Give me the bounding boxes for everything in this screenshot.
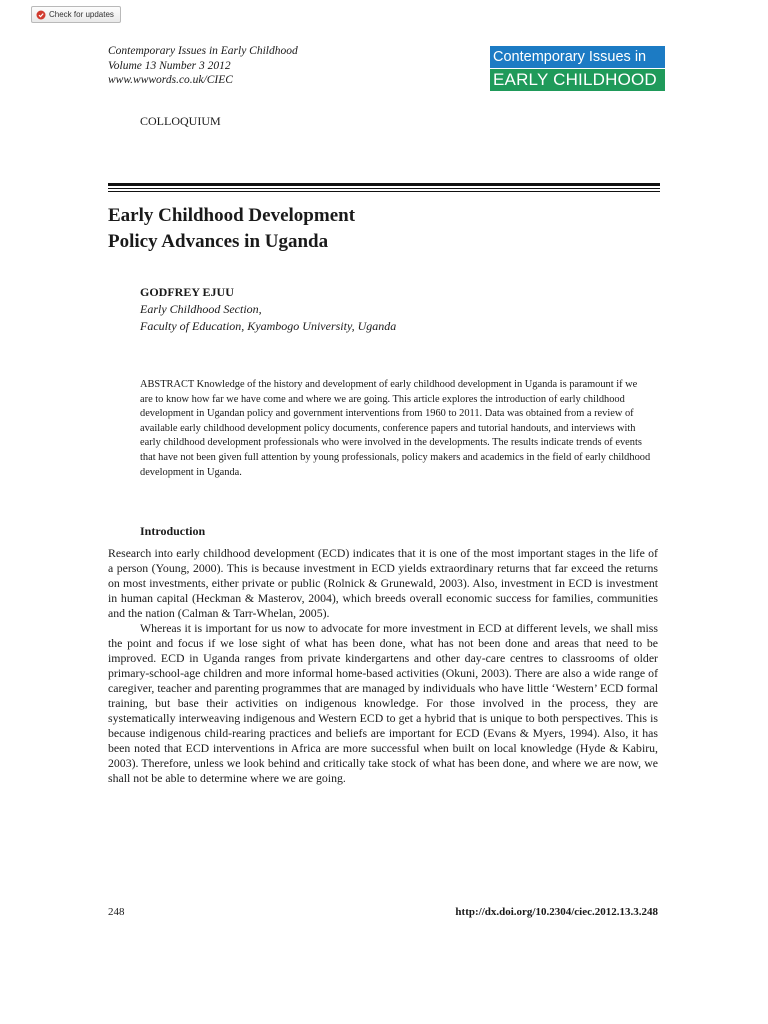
title-line-2: Policy Advances in Uganda	[108, 231, 329, 252]
paragraph-2: Whereas it is important for us now to advocate for more investment in ECD at different levels, we shall miss the point and focus if we lose sight of what has been done, what has not been done and areas that need to be improved. ECD in Uganda ranges from private kindergartens and other day-care centres to classrooms of older primary-school-age children and more informal home-based activities (Okuni, 2003). There are also a wide range of caregiver, teacher and parenting programmes that are managed by individuals who have little ‘Western’ ECD formal training, but base their activities on indigenous knowledge. For those involved in the process, they are systematically interweaving indigenous and Western ECD to get a hybrid that is unique to both perspectives. This is because indigenous child-rearing practices and beliefs are important for ECD (Evans & Myers, 1994). Also, it has been noted that ECD interventions in Africa are more successful when built on local knowledge (Hyde & Kabiru, 2003). Therefore, unless we look behind and critically take stock of what has been done, and where we are now, we shall not be able to determine where we are going.	[108, 621, 658, 785]
logo-line-2: EARLY CHILDHOOD	[490, 69, 665, 91]
journal-url[interactable]: www.wwwords.co.uk/CIEC	[108, 74, 233, 86]
check-for-updates-icon	[36, 10, 46, 20]
journal-logo	[490, 46, 665, 91]
check-for-updates-button[interactable]	[31, 6, 121, 23]
title-rule-thin-1	[108, 188, 660, 189]
affiliation-line-2: Faculty of Education, Kyambogo University, Uganda	[140, 319, 397, 333]
affiliation-line-1: Early Childhood Section,	[140, 302, 262, 316]
section-heading: Introduction	[140, 524, 206, 538]
abstract	[140, 378, 651, 480]
logo-line-1: Contemporary Issues in	[490, 46, 665, 68]
check-for-updates-label: Check for updates	[49, 10, 114, 19]
title-rule-thick	[108, 183, 660, 186]
paragraph-1: Research into early childhood development (ECD) indicates that it is one of the most important stages in the life of a person (Young, 2000). This is because investment in ECD yields extraordinary returns that far exceed the returns on most investments, either private or public (Rolnick & Grunewald, 2003). Also, investment in ECD is investment in human capital (Heckman & Masterov, 2004), which breeds overall economic success for families, communities and the nation (Calman & Tarr-Whelan, 2005).	[108, 546, 658, 620]
doi-link[interactable]: http://dx.doi.org/10.2304/ciec.2012.13.3.248	[455, 906, 658, 918]
section-label: COLLOQUIUM	[140, 114, 221, 128]
page-number: 248	[108, 906, 125, 918]
article-title	[108, 203, 355, 255]
author-affiliation	[140, 301, 396, 335]
journal-header	[108, 44, 298, 88]
abstract-text: ABSTRACT Knowledge of the history and development of early childhood development in Uganda is paramount if we are to know how far we have come and where we are going. This article explores the introduction of early childhood development in Ugandan policy and government interventions from 1960 to 2011. Data was obtained from a review of available early childhood development policy documents, conference papers and tutorial handouts, and interviews with early childhood development professionals who were involved in the developments. The results indicate trends of events that have not been given full attention by young professionals, policy makers and academics in the field of early childhood development in Uganda.	[140, 379, 651, 478]
title-rule-thin-2	[108, 191, 660, 192]
journal-volume: Volume 13 Number 3 2012	[108, 59, 231, 72]
journal-name: Contemporary Issues in Early Childhood	[108, 45, 298, 57]
author-name: GODFREY EJUU	[140, 285, 234, 299]
body-text	[108, 546, 658, 786]
title-line-1: Early Childhood Development	[108, 205, 356, 226]
